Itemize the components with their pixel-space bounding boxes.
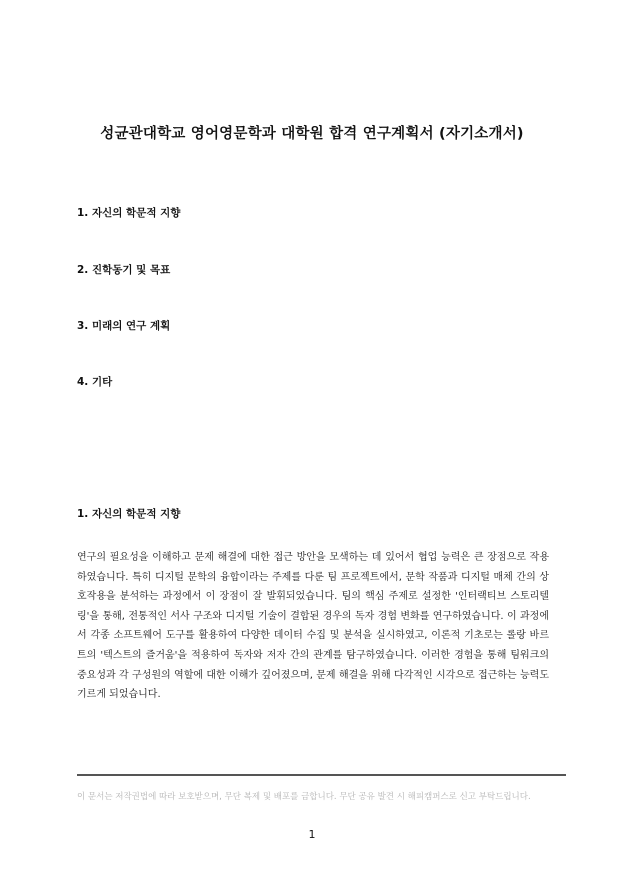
toc-item-research-plan: 3. 미래의 연구 계획 bbox=[77, 320, 171, 332]
footer-divider bbox=[77, 774, 566, 776]
document-title: 성균관대학교 영어영문학과 대학원 합격 연구계획서 (자기소개서) bbox=[100, 126, 524, 142]
toc-item-other: 4. 기타 bbox=[77, 376, 113, 388]
section-body-paragraph: 연구의 필요성을 이해하고 문제 해결에 대한 접근 방안을 모색하는 데 있어서 협업 능력은 큰 장점으로 작용하였습니다. 특히 디지털 문학의 융합이라는 주제를 다룬 팀 프로젝트에서, 문학 작품과 디지털 매체 간의 상호작용을 분석하는 과정에서 이 장점이 잘 발휘되었습니다. 팀의 핵심 주제로 설정한 '인터랙티브 스토리텔링'을 통해, 전통적인 서사 구조와 디지털 기술이 결합된 경우의 독자 경험 변화를 연구하였습니다. 이 과정에서 각종 소프트웨어 도구를 활용하여 다양한 데이터 수집 및 분석을 실시하였고, 이론적 기초로는 롤랑 바르트의 '텍스트의 즐거움'을 적용하여 독자와 저자 간의 관계를 탐구하였습니다. 이러한 경험을 통해 팀워크의 중요성과 각 구성원의 역할에 대한 이해가 깊어졌으며, 문제 해결을 위해 다각적인 시각으로 접근하는 능력도 기르게 되었습니다. bbox=[77, 552, 549, 701]
copyright-notice: 이 문서는 저작권법에 따라 보호받으며, 무단 복제 및 배포를 금합니다. 무단 공유 발견 시 해피캠퍼스로 신고 부탁드립니다. bbox=[77, 792, 531, 802]
toc-item-academic-orientation: 1. 자신의 학문적 지향 bbox=[77, 207, 181, 219]
toc-item-motivation-goals: 2. 진학동기 및 목표 bbox=[77, 264, 171, 276]
section-heading: 1. 자신의 학문적 지향 bbox=[77, 508, 181, 520]
page-number: 1 bbox=[308, 828, 316, 841]
